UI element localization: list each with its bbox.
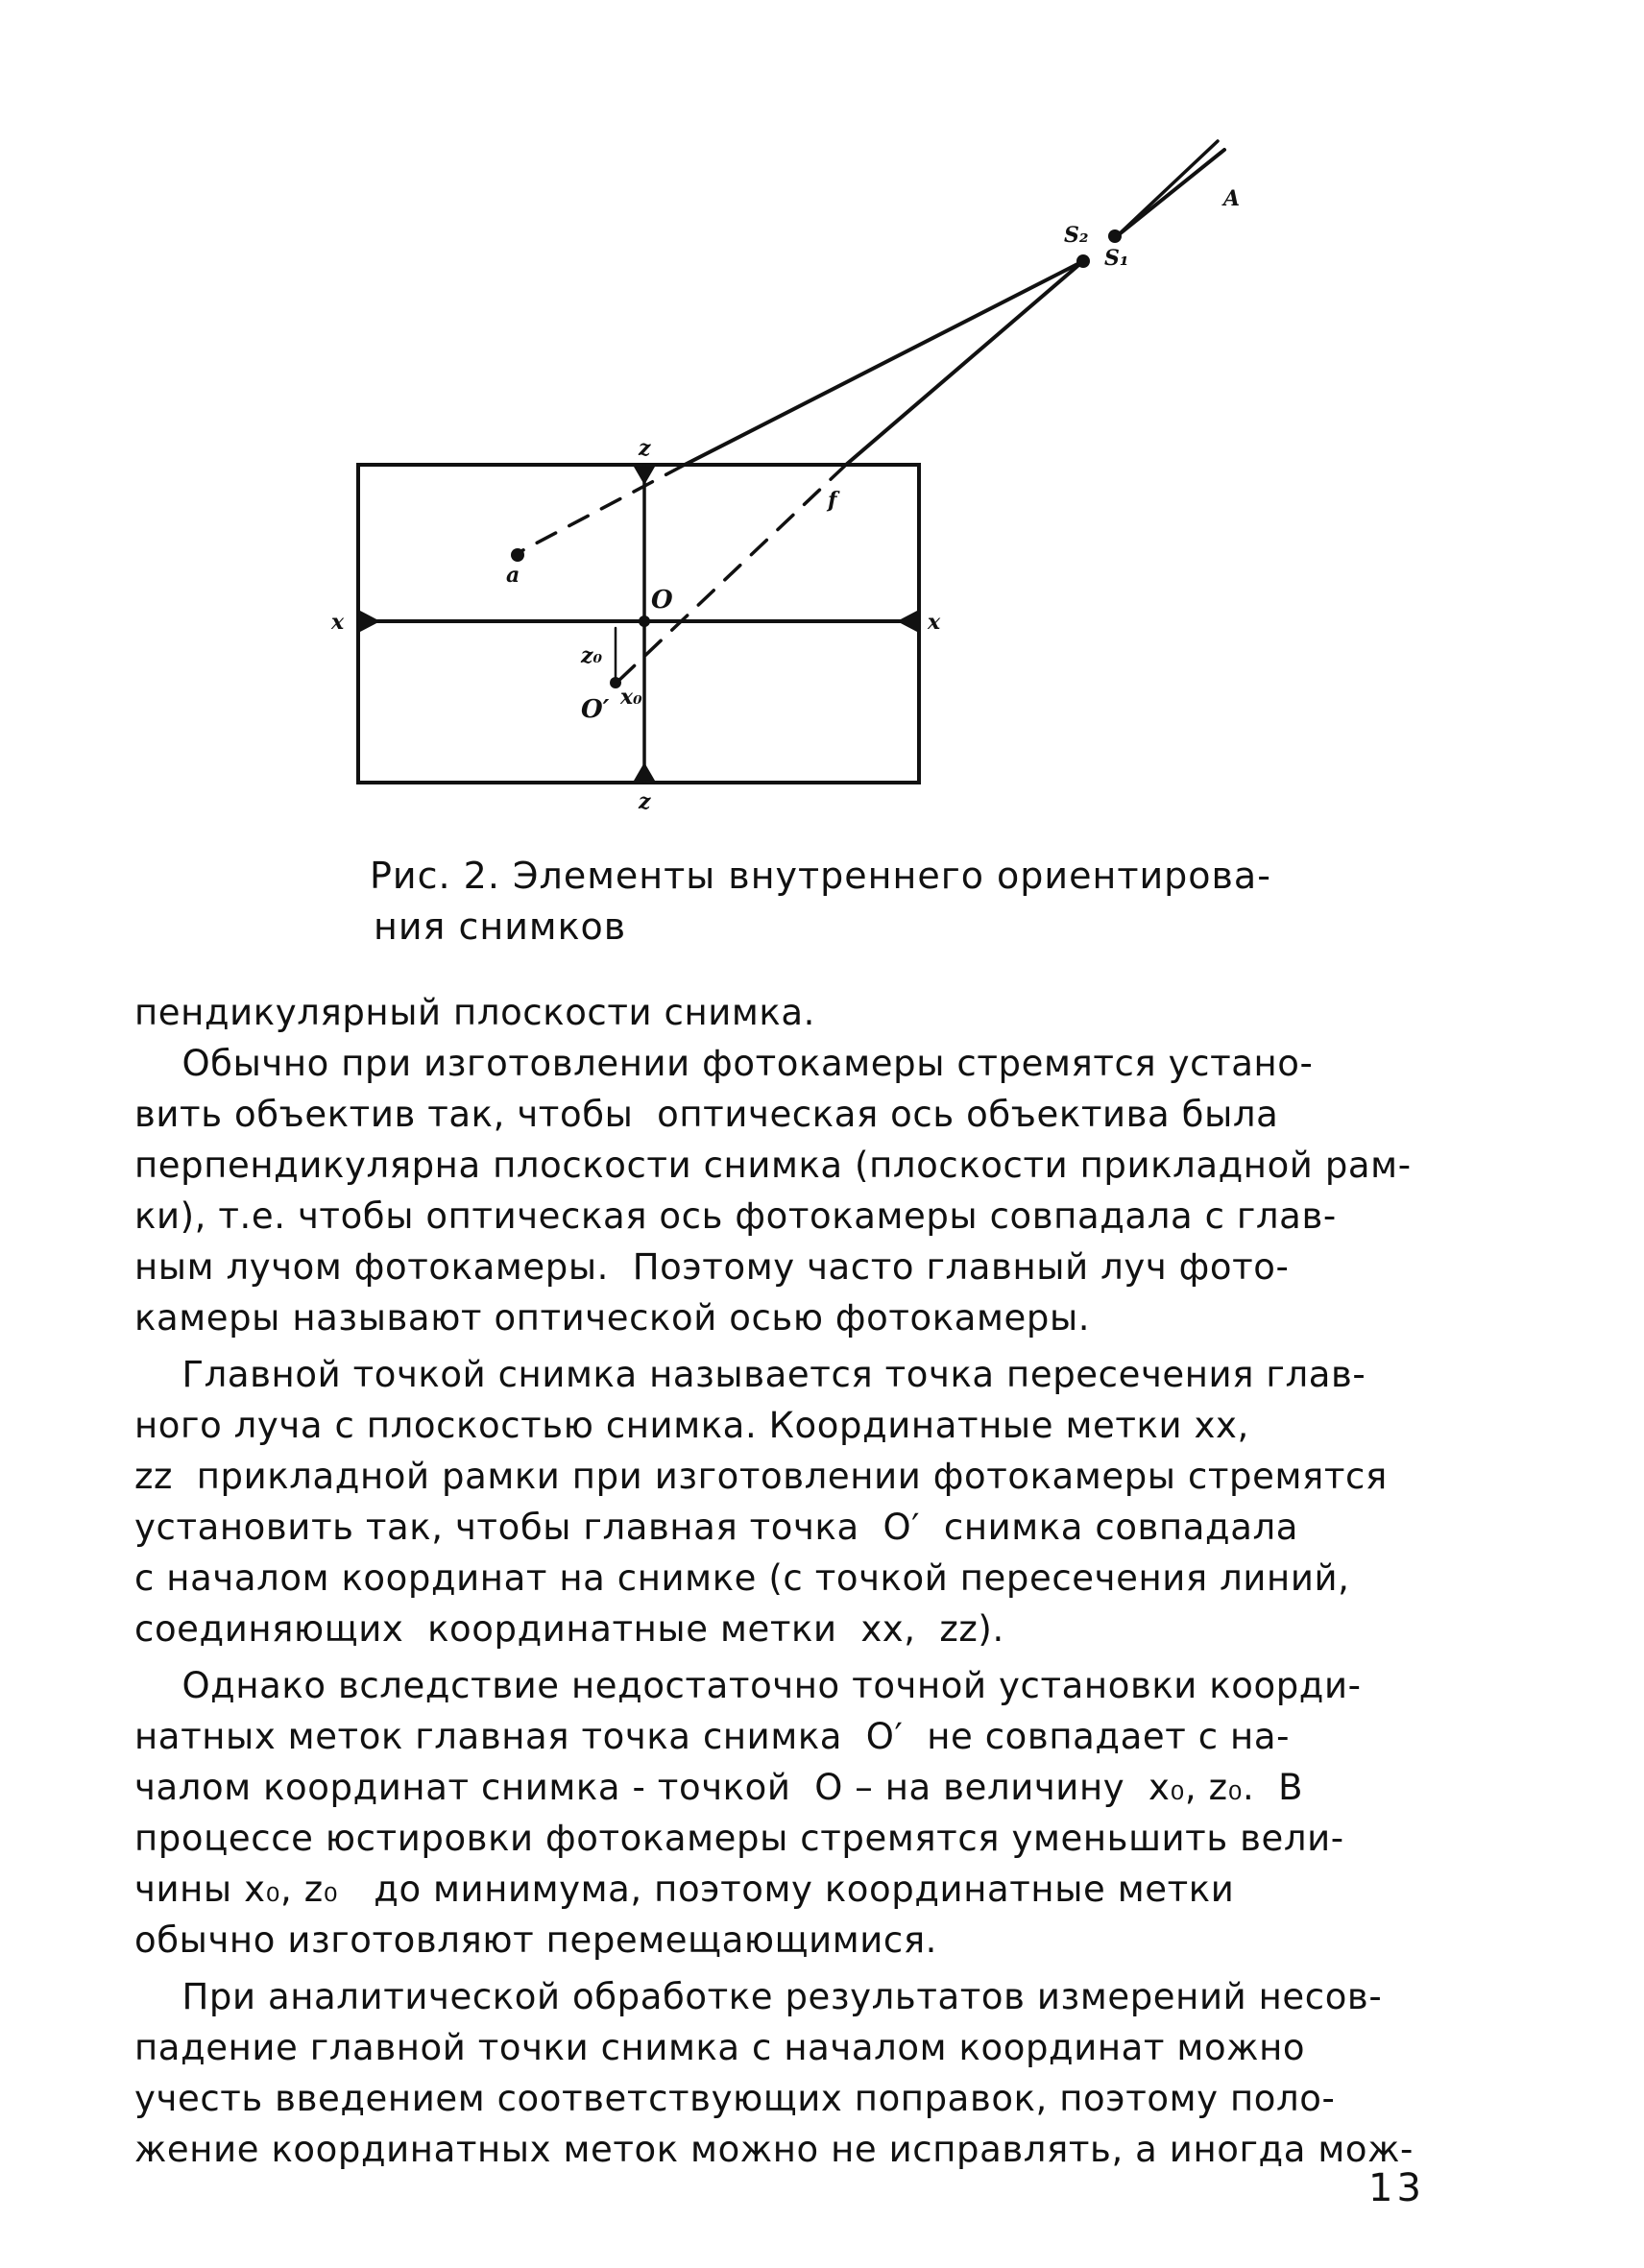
label-x0: x₀ [620,685,642,710]
text-line: соединяющих координатные метки xx, zz). [134,1608,1004,1650]
label-z-bottom: z [639,789,651,814]
text-line: жение координатных меток можно не исправлять, а иногда мож- [134,2129,1414,2170]
text-line: Обычно при изготовлении фотокамеры стремятся устано- [134,1043,1314,1084]
ray-a-upper [1117,141,1218,236]
body-text [134,987,1498,2175]
label-s2: S₂ [1064,223,1089,248]
label-a-lower: a [506,563,520,588]
text-line: пендикулярный плоскости снимка. [134,992,816,1033]
text-line: обычно изготовляют перемещающимися. [134,1919,938,1961]
text-line: ного луча с плоскостью снимка. Координатные метки xx, [134,1405,1249,1446]
label-x-left: x [331,610,345,635]
point-a [511,548,524,562]
fiducial-mark-bottom [634,762,655,781]
text-line: ки), т.е. чтобы оптическая ось фотокамеры совпадала с глав- [134,1195,1337,1237]
text-line: чалом координат снимка - точкой O – на величину x₀, z₀. В [134,1767,1304,1808]
text-line: натных меток главная точка снимка O′ не совпадает с на- [134,1716,1291,1757]
text-line: При аналитической обработке результатов измерений несов- [134,1976,1383,2017]
label-s1: S₁ [1104,246,1129,271]
label-x-right: x [928,610,941,635]
caption-line: ния снимков [374,905,627,948]
point-o [639,615,650,627]
label-z-top: z [639,436,651,461]
fiducial-mark-left [360,611,380,632]
page-number: 13 [1368,2166,1425,2210]
caption-line: Рис. 2. Элементы внутреннего ориентирова- [370,855,1271,897]
figure-caption [370,850,1330,952]
label-f: f [828,488,837,513]
text-line: чины x₀, z₀ до минимума, поэтому координатные метки [134,1869,1235,1910]
dashed-ray-a [518,465,685,553]
text-line: падение главной точки снимка с началом координат можно [134,2027,1306,2068]
text-line: перпендикулярна плоскости снимка (плоскости прикладной рам- [134,1145,1412,1186]
text-line: установить так, чтобы главная точка O′ снимка совпадала [134,1507,1299,1548]
text-line: Главной точкой снимка называется точка пересечения глав- [134,1354,1366,1395]
label-a-upper: A [1223,186,1241,211]
point-s1 [1108,229,1122,243]
text-line: zz прикладной рамки при изготовлении фотокамеры стремятся [134,1456,1388,1497]
text-line: камеры называют оптической осью фотокамеры. [134,1297,1091,1339]
point-s2 [1076,254,1090,268]
text-line: учесть введением соответствующих поправок, поэтому поло- [134,2078,1336,2119]
label-o: O [651,586,673,615]
text-line: с началом координат на снимке (с точкой пересечения линий, [134,1557,1350,1599]
dashed-ray-f [616,465,846,683]
fiducial-mark-right [897,611,917,632]
label-o-prime: O′ [581,695,610,724]
text-line: Однако вследствие недостаточно точной установки коорди- [134,1665,1362,1706]
interior-orientation-figure [0,0,1644,864]
label-z0: z₀ [581,643,603,668]
text-line: ным лучом фотокамеры. Поэтому часто главный луч фото- [134,1246,1290,1288]
text-line: процессе юстировки фотокамеры стремятся уменьшить вели- [134,1818,1344,1859]
text-line: вить объектив так, чтобы оптическая ось объектива была [134,1094,1279,1135]
